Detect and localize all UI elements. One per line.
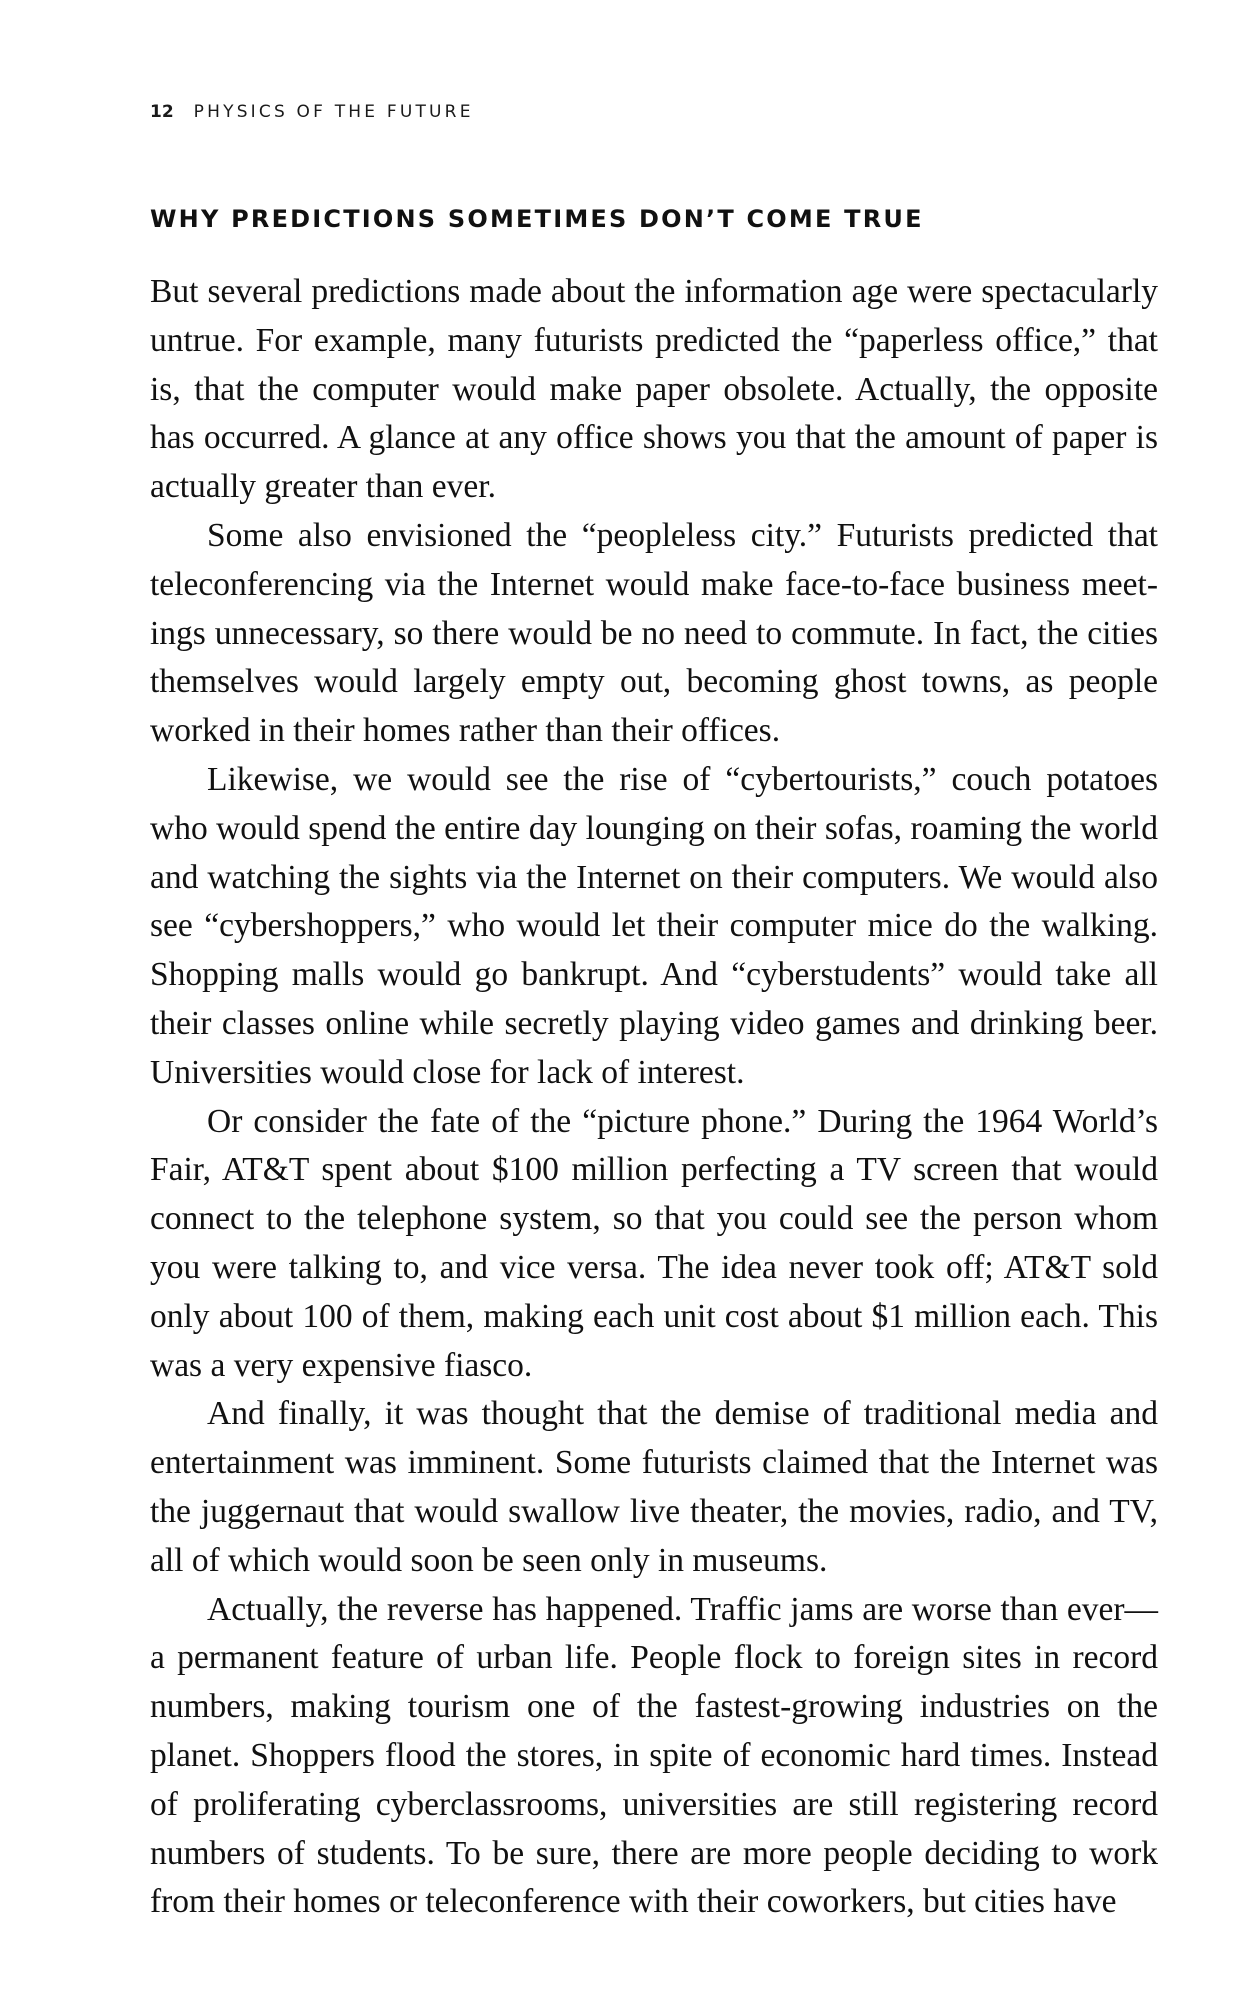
- book-title: PHYSICS OF THE FUTURE: [193, 102, 474, 122]
- body-text: [150, 268, 1158, 1927]
- paragraph: But several predictions made about the information age were spectacularly untrue. For example, many futurists predicted the “paperless office,” that is, that the computer would make paper obsolete. Actually, the opposite has occurred. A glance at any office shows you that the amount of paper is actually greater than ever.: [150, 273, 1158, 506]
- section-heading: WHY PREDICTIONS SOMETIMES DON’T COME TRUE: [150, 205, 924, 233]
- paragraph: And finally, it was thought that the demise of traditional media and entertainment was imminent. Some futurists claimed that the Internet was the juggernaut that would swallow live theater, the movies, radio, and TV, all of which would soon be seen only in museums.: [150, 1395, 1158, 1579]
- paragraph: Or consider the fate of the “picture phone.” During the 1964 World’s Fair, AT&T spent about $100 million perfecting a TV screen that would connect to the telephone system, so that you could see the person whom you were talking to, and vice versa. The idea never took off; AT&T sold only about 100 of them, making each unit cost about $1 million each. This was a very expensive fiasco.: [150, 1102, 1158, 1384]
- paragraph: Likewise, we would see the rise of “cybertourists,” couch potatoes who would spend the entire day lounging on their sofas, roaming the world and watching the sights via the Internet on their computers. We would also see “cybershoppers,” who would let their computer mice do the walking. Shopping malls would go bankrupt. And “cyberstudents” would take all their classes online while secretly playing video games and drinking beer. Universities would close for lack of interest.: [150, 760, 1158, 1091]
- paragraph: Some also envisioned the “peopleless city.” Futurists predicted that teleconferencing via the Internet would make face-to-face business meetings unnecessary, so there would be no need to commute. In fact, the cities themselves would largely empty out, becoming ghost towns, as people worked in their homes rather than their offices.: [150, 516, 1158, 750]
- running-head: [150, 102, 474, 122]
- page-number: 12: [150, 102, 174, 122]
- paragraph: Actually, the reverse has happened. Traffic jams are worse than ever— a permanent feature of urban life. People flock to foreign sites in record numbers, making tourism one of the fastest-growing industries on the planet. Shoppers flood the stores, in spite of economic hard times. Instead of proliferating cyberclassrooms, universities are still registering record numbers of students. To be sure, there are more people deciding to work from their homes or teleconference with their coworkers, but cities have: [150, 1590, 1158, 1921]
